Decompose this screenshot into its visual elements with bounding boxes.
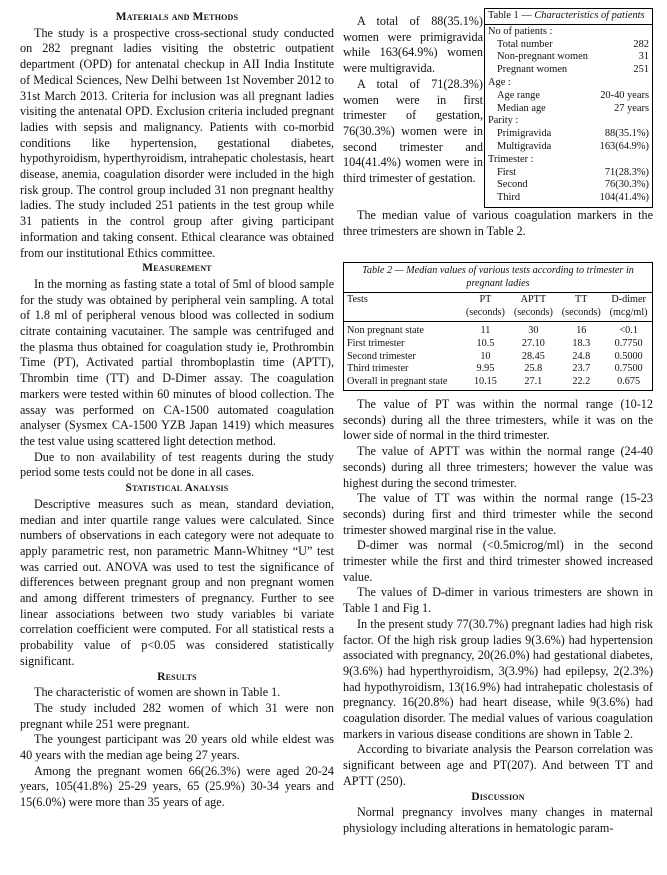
column-header: APTT (seconds) xyxy=(513,294,553,318)
primigravida-paragraph: A total of 88(35.1%) women were primigravida while 163(64.9%) women were multigravida. xyxy=(343,14,483,76)
table-row: First trimester 10.5 27.10 18.3 0.7750 xyxy=(347,337,643,349)
results-paragraph-1: The characteristic of women are shown in Table 1. xyxy=(34,685,281,700)
results-paragraph-2: The study included 282 women of which 31 were non pregnant while 251 were pregnant. xyxy=(20,700,334,731)
trimester-paragraph: A total of 71(28.3%) women were in first trimester of gestation, 76(30.3%) women were in second trimester and 104(41.4%) women were in third trimester of gestation. xyxy=(343,76,483,186)
column-header: PT (seconds) xyxy=(465,294,505,318)
table-row: Primigravida 88(35.1%) xyxy=(497,128,649,140)
statistical-heading: Statistical Analysis xyxy=(125,482,229,495)
table-1-caption-title: Characteristics of patients xyxy=(534,10,645,21)
table-row: Non-pregnant women 31 xyxy=(497,51,649,63)
table-row: Total number 282 xyxy=(497,38,649,50)
table-row: First 71(28.3%) xyxy=(497,166,649,178)
materials-paragraph: The study is a prospective cross-sectional study conducted on 282 pregnant ladies visiting the obstetric outpatient department (OPD) for antenatal checkup in AII India Institute of Medical Sciences, New Delhi between 1st November 2012 to 31st March 2013. Criteria for inclusion was all pregnant ladies visiting the antenatal OPD. Exclusion criteria included pregnant ladies with sepsis and malignancy. Patients with co-morbid conditions like hypertension, gestational diabetes, hypothyroidism, hyperthyroidism, intrahepatic cholestasis, heart disease, anemia, coagulation disorder were included in the high risk group. The control group included 31 non pregnant healthy ladies. The study included 251 patients in the test group while 31 patients in the control group after giving participant information and taking consent. Ethical clearance was obtained from our institutional Ethics committee. xyxy=(20,25,334,260)
bivariate-paragraph: According to bivariate analysis the Pearson correlation was significant between age and PT(207). And between TT and APTT (250). xyxy=(343,742,653,788)
table-1-group-label: Age : xyxy=(488,76,511,88)
high-risk-paragraph: In the present study 77(30.7%) pregnant ladies had high risk factor. Of the high risk group ladies 9(3.6%) had hypertension associated with pregnancy, 20(26.0%) had gestational diabetes, 9(3.6%) had hyperthyroidism, 3(3.9%) had epilepsy, 2(2.3%) had hypothyroidism, 13(16.9%) had intrahepatic cholestasis of pregnancy. 16(20.8%) had heart disease, while 9(3.6%) had coagulation disorder. The medial values of various coagulation markers in various disease conditions are shown in Table 2. xyxy=(343,616,653,741)
measurement-heading: Measurement xyxy=(142,262,212,275)
ddimer-paragraph: D-dimer was normal (<0.5microg/ml) in the second trimester while the first and third trimester showed increased value. xyxy=(343,538,653,584)
table-header-row xyxy=(344,293,652,322)
results-paragraph-4: Among the pregnant women 66(26.3%) were aged 20-24 years, 105(41.8%) 25-29 years, 65 (25.9%) 30-34 years and 15(6.0%) were more than 35 years of age. xyxy=(20,763,334,810)
column-header: TT (seconds) xyxy=(561,294,601,318)
discussion-paragraph: Normal pregnancy involves many changes in maternal physiology including alterations in hematologic param- xyxy=(343,805,653,835)
statistical-paragraph: Descriptive measures such as mean, standard deviation, median and inter quartile range values were calculated. Since numbers of observations in each category were not adequate to apply parametric rest, non parametric Mann-Whitney “U” test was carried out. ANOVA was used to test the significance of differences between pregnant group and non pregnant women and among different trimesters of pregnancy. Further to see linear associations between two study variables bi variate correlation coefficient were computed. For all statistical rests a probability value of p<0.05 was considered statistically significant. xyxy=(20,496,334,668)
results-heading: Results xyxy=(157,670,197,683)
ddimer-values-paragraph: The values of D-dimer in various trimesters are shown in Table 1 and Fig 1. xyxy=(343,585,653,616)
discussion-heading: Discussion xyxy=(471,790,525,803)
right-top-text xyxy=(343,14,483,187)
table-1-group-label: Parity : xyxy=(488,115,519,127)
table-row: Median age 27 years xyxy=(497,102,649,114)
table-2-caption: Table 2 — Median values of various tests according to trimester in pregnant ladies xyxy=(344,263,652,293)
tt-paragraph: The value of TT was within the normal range (15-23 seconds) during first and third trimester while the second trimester showed marginal rise in the value. xyxy=(343,491,653,537)
table-row: Third trimester 9.95 25.8 23.7 0.7500 xyxy=(347,363,643,375)
measurement-paragraph-1: In the morning as fasting state a total of 5ml of blood sample for the study was obtained by peripheral vein sampling. A total of 1.8 ml of peripheral venous blood was collected in sodium citrate containing vacutainer. The sample was centrifuged and the plasma thus obtained for coagulation study ie, Prothrombin Time (PT), Activated partial thromboplastin time (APTT), Thrombin time (TT) and D-Dimer assay. The coagulation markers were tested within 60 minutes of blood collection. The assay was performed on CA-1500 automated coagulation analyser (Sysmex CA-1500 YZB Japan 1419) which measures the test value using scattered light detection method. xyxy=(20,276,334,448)
table-1 xyxy=(484,8,653,208)
table-row: Overall in pregnant state 10.15 27.1 22.2 0.675 xyxy=(347,375,641,387)
right-median-text xyxy=(343,208,653,239)
table-row: Second 76(30.3%) xyxy=(497,179,649,191)
table-1-group-label: No of patients : xyxy=(488,25,553,37)
median-paragraph: The median value of various coagulation markers in the three trimesters are shown in Table 2. xyxy=(343,208,653,238)
column-header: Tests xyxy=(347,294,368,306)
table-row: Age range 20-40 years xyxy=(497,89,649,101)
results-paragraph-3: The youngest participant was 20 years old while eldest was 40 years with the median age being 27 years. xyxy=(20,732,334,763)
table-row: Multigravida 163(64.9%) xyxy=(497,140,649,152)
right-column-text xyxy=(343,397,653,837)
table-row: Non pregnant state 11 30 16 <0.1 xyxy=(347,325,638,337)
table-1-caption-prefix: Table 1 — xyxy=(488,10,535,21)
aptt-paragraph: The value of APTT was within the normal range (24-40 seconds) during all three trimesters; however the value was highest during the second trimester. xyxy=(343,444,653,490)
table-1-group-label: Trimester : xyxy=(488,153,534,165)
table-1-caption xyxy=(485,9,652,25)
materials-heading: Materials and Methods xyxy=(115,11,239,23)
table-row: Second trimester 10 28.45 24.8 0.5000 xyxy=(347,350,643,362)
table-2 xyxy=(343,262,653,391)
pt-paragraph: The value of PT was within the normal range (10-12 seconds) during all the three trimesters, while it was on the lower side of normal in the third trimester. xyxy=(343,397,653,443)
table-row: Third 104(41.4%) xyxy=(497,192,649,204)
table-2-grid xyxy=(344,293,652,390)
left-column xyxy=(20,10,334,811)
column-header: D-dimer (mcg/ml) xyxy=(609,294,648,318)
measurement-paragraph-2: Due to non availability of test reagents during the study period some tests could not be done in all cases. xyxy=(20,449,334,480)
table-row: Pregnant women 251 xyxy=(497,64,649,76)
